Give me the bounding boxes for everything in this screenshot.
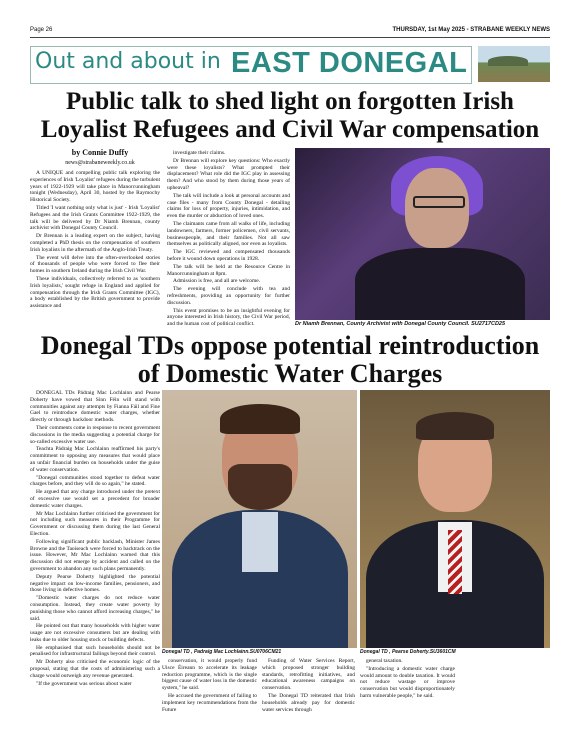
section-script-text: Out and about in (35, 49, 221, 74)
paragraph: The IGC reviewed and compensated thousands before it wound down operations in 1928. (167, 249, 290, 262)
paragraph: The evening will conclude with tea and refreshments, providing an opportunity for further discussion. (167, 286, 290, 306)
paragraph: Following significant public backlash, Minister James Browne and the Taoiseach were forced to backtrack on the issue. However, Mr Mac Lochlainn warned that this discussion did not emerge by accident and called on the government to abandon any such plans permanently. (30, 538, 160, 572)
paragraph: Funding of Water Services Report, which proposed stronger building standards, retrofitting initiatives, and educational awareness campaigns on conservation. (262, 658, 355, 692)
top-rule (30, 37, 550, 38)
paragraph: Their comments come in response to recent government discussions in the media suggesting a potential charge for so-called excessive water use. (30, 424, 160, 445)
paragraph: "Domestic water charges do not reduce water consumption. Instead, they create water poverty by punishing those who cannot afford increasing charges," he said. (30, 595, 160, 622)
article2-column-2 (162, 658, 257, 734)
paragraph: He argued that any charge introduced under the pretext of excessive use would set a precedent for broader domestic water charges. (30, 489, 160, 509)
paragraph: general taxation. (366, 658, 403, 664)
top-bar (30, 25, 550, 37)
landscape-logo-image (478, 46, 550, 82)
photo2-caption: Donegal TD , Padraig Mac Lochlainn.SU0706CM21 (162, 649, 282, 655)
paragraph: DONEGAL TDs Pádraig Mac Lochlainn and Pearse Doherty have vowed that Sinn Féin will stand with communities against any attempts by Fianna Fáil and Fine Gael to reintroduce domestic water charges, whether directly or through backdoor methods. (30, 390, 160, 424)
paragraph: investigate their claims. (173, 150, 226, 156)
paragraph: The talk will include a look at personal accounts and case files - many from County Donegal - detailing claims for loss of property, injuries, intimidation, and even the murder or abduction of loved ones. (167, 192, 290, 220)
photo-niamh-brennan (295, 148, 550, 320)
byline-email: news@strabaneweekly.co.uk (65, 160, 135, 166)
paragraph: The claimants came from all walks of life, including landowners, farmers, former policemen, civil servants, businesspeople, and their families. Not all saw themselves as politically aligned, nor even as loyalists. (167, 220, 290, 248)
article1-headline: Public talk to shed light on forgotten Irish Loyalist Refugees and Civil War compensation (40, 88, 540, 143)
photo-padraig-mac-lochlainn (162, 390, 357, 648)
paragraph: Dr Brennan will explore key questions: Who exactly were these loyalists? What prompted their displacement? What role did the IGC play in assessing them? And who stood by them during those years of upheaval? (167, 157, 290, 191)
paragraph: The talk will be held at the Resource Centre in Manorcunningham at 8pm. (167, 263, 290, 277)
paragraph: Dr Brennan is a leading expert on the subject, having completed a PhD thesis on the compensation of southern Irish loyalists in the aftermath of the Anglo-Irish Treaty. (30, 233, 160, 253)
paragraph: This event promises to be an insightful evening for anyone interested in Irish history, the Civil War period, and the human cost of political conflict. (167, 307, 290, 328)
paragraph: Teachta Pádraig Mac Lochlainn reaffirmed his party's commitment to opposing any measures that would place an unfair financial burden on households under the guise of water conservation. (30, 446, 160, 473)
photo1-caption: Dr Niamh Brennan, County Archivist with Donegal County Council. SU2717CD25 (295, 321, 506, 327)
paragraph: "Introducing a domestic water charge would amount to double taxation. It would not reduce wastage or improve conservation but would disproportionately harm vulnerable people," he said. (360, 665, 455, 699)
article2-column-4 (360, 658, 455, 734)
article1-column-2 (167, 150, 290, 330)
paragraph: Mr Doherty also criticised the economic logic of the proposal, stating that the costs of administering such a charge would outweigh any revenue generated. (30, 659, 160, 679)
paragraph: The event will delve into the often-overlooked stories of thousands of people who were forced to flee their homes in southern Ireland during the Irish Civil War. (30, 254, 160, 275)
paragraph: A UNIQUE and compelling public talk exploring the experiences of Irish 'Loyalist' refugees during the turbulent years of 1922-1929 will take place in Manorcunningham tonight (Wednesday), April 30, hosted by the Raymochy Historical Society. (30, 170, 160, 204)
dateline: THURSDAY, 1st May 2025 - STRABANE WEEKLY NEWS (392, 27, 550, 33)
article2-column-1 (30, 390, 160, 730)
paragraph: He accused the government of failing to implement key recommendations from the Future (162, 692, 257, 713)
article1-column-1 (30, 170, 160, 330)
paragraph: Titled 'I want nothing only what is just' - Irish 'Loyalist' Refugees and the Irish Grants Committee 1922-1929, the talk will be delivered by Dr Niamh Brennan, county archivist with Donegal County Council. (30, 204, 160, 232)
byline-author: by Connie Duffy (71, 148, 129, 157)
paragraph: These individuals, collectively referred to as 'southern Irish loyalists,' sought refuge in England and applied for compensation through the Irish Grants Committee (IGC), a body established by the British government to provide assistance and (30, 275, 160, 310)
section-banner (30, 46, 472, 84)
paragraph: Mr Mac Lochlainn further criticised the government for not including such measures in their Programme for Government or discussing them during the last General Election. (30, 510, 160, 537)
paragraph: He pointed out that many households with higher water usage are not excessive consumers but are dealing with leaks due to older housing stock or building defects. (30, 623, 160, 643)
article2-headline: Donegal TDs oppose potential reintroduction of Domestic Water Charges (40, 331, 540, 388)
photo3-caption: Donegal TD , Pearse Doherty.SU3601CM (360, 649, 456, 655)
paragraph: "Donegal communities stood together to defeat water charges before, and they will do so again," he stated. (30, 474, 160, 488)
section-bold-text: EAST DONEGAL (231, 47, 468, 79)
paragraph: The Donegal TD reiterated that Irish households already pay for domestic water services through (262, 692, 355, 713)
paragraph: He emphasised that such households should not be penalised for infrastructural failings beyond their control. (30, 644, 160, 658)
paragraph: Admission is free, and all are welcome. (173, 278, 261, 285)
article2-column-3 (262, 658, 355, 734)
byline (30, 148, 170, 168)
photo-pearse-doherty (360, 390, 550, 648)
paragraph: conservation, it would properly fund Uisce Éireann to accelerate its leakage reduction programme, which is the single biggest cause of water loss in the domestic system," he said. (162, 658, 257, 692)
paragraph: Deputy Pearse Doherty highlighted the potential negative impact on low-income families, pensioners, and those living in defective homes. (30, 573, 160, 594)
page-number: Page 26 (30, 27, 53, 33)
paragraph: "If the government was serious about water (36, 680, 132, 687)
